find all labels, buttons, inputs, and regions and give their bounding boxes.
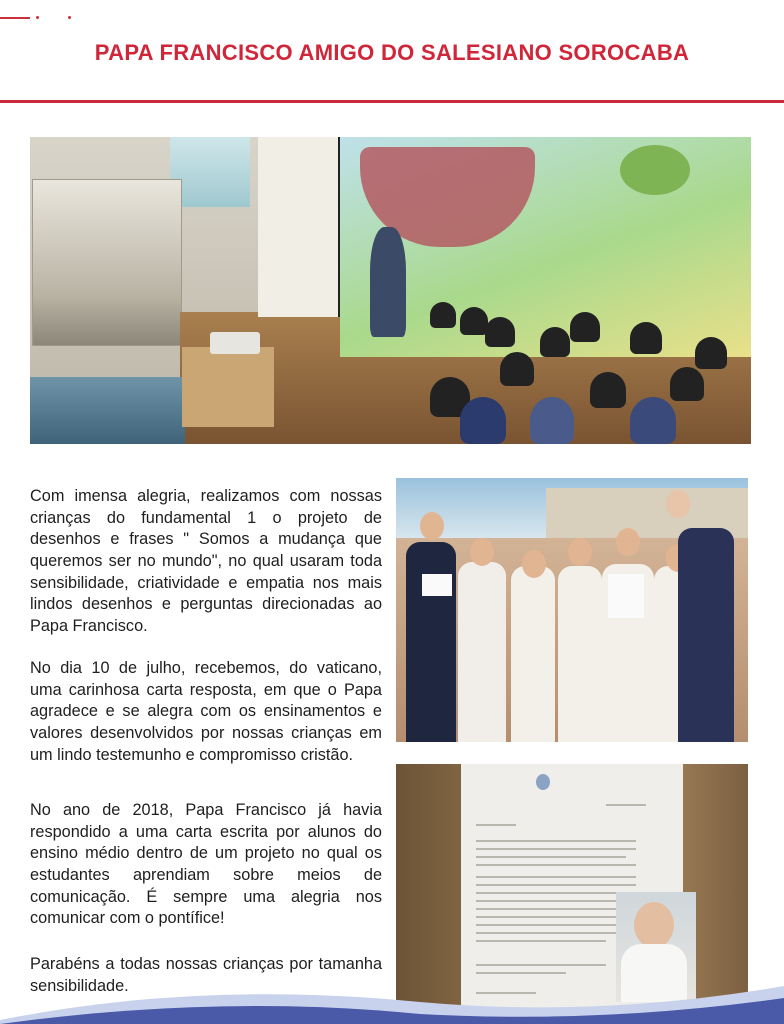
classroom-photo bbox=[30, 137, 751, 444]
top-decoration bbox=[0, 14, 80, 20]
projection-screen bbox=[32, 179, 182, 346]
projector bbox=[210, 332, 260, 354]
paragraph-3: No ano de 2018, Papa Francisco já havia respondido a uma carta escrita por alunos do ensino médio dentro de um projeto no qual os estudantes aprendiam sobre meios de comunicação. É sempre uma alegria nos comunicar com o pontífice! bbox=[30, 801, 382, 928]
paragraph-4: Parabéns a todas nossas crianças por tamanha sensibilidade. bbox=[30, 955, 382, 995]
drawing-paper bbox=[422, 574, 452, 596]
students-photo bbox=[396, 478, 748, 742]
paragraph-2: No dia 10 de julho, recebemos, do vaticano, uma carinhosa carta resposta, em que o Papa agradece e se alegra com os ensinamentos e valores desenvolvidos por nossas crianças em um lindo testemunho e compromisso cristão. bbox=[30, 659, 382, 764]
paragraph-1: Com imensa alegria, realizamos com nossas crianças do fundamental 1 o projeto de desenhos e frases " Somos a mudança que queremos ser no mundo", no qual usaram toda sensibilidade, criatividade e empatia nos mais lindos desenhos e perguntas direcionadas ao Papa Francisco. bbox=[30, 487, 382, 635]
bottom-wave-decoration bbox=[0, 980, 784, 1024]
letter-paper bbox=[608, 574, 644, 618]
title-divider bbox=[0, 100, 784, 103]
poster-panel bbox=[258, 137, 341, 317]
page-title: PAPA FRANCISCO AMIGO DO SALESIANO SOROCABA bbox=[94, 40, 690, 65]
